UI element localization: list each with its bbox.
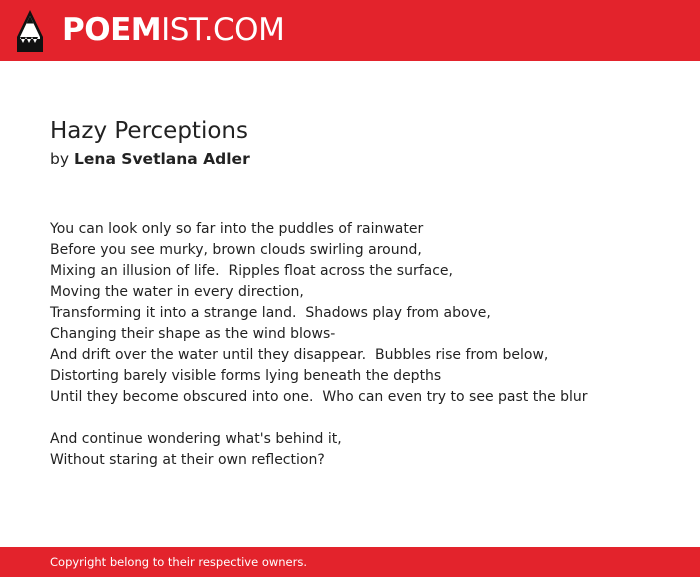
poem-line: Transforming it into a strange land. Shadows play from above,: [50, 305, 491, 321]
by-label: by: [50, 150, 70, 168]
poem-line: Mixing an illusion of life. Ripples float across the surface,: [50, 263, 453, 279]
poem-body: [50, 219, 588, 471]
poem-line: Before you see murky, brown clouds swirling around,: [50, 242, 422, 258]
stanza-break: [50, 408, 588, 429]
brand-light-text: IST.COM: [161, 12, 285, 48]
poem-line: Until they become obscured into one. Who can even try to see past the blur: [50, 389, 588, 405]
pencil-tip-icon[interactable]: [17, 10, 43, 52]
site-logo-link[interactable]: [62, 11, 284, 49]
brand-bold-text: POEM: [62, 12, 162, 48]
poem-line: Moving the water in every direction,: [50, 284, 304, 300]
author-name: Lena Svetlana Adler: [74, 150, 250, 168]
copyright-text: Copyright belong to their respective owners.: [50, 555, 308, 569]
poem-line: And continue wondering what's behind it,: [50, 431, 342, 447]
site-footer: [0, 547, 700, 577]
poem-line: Without staring at their own reflection?: [50, 452, 325, 468]
site-header: [0, 0, 700, 61]
poem-line: You can look only so far into the puddles of rainwater: [50, 221, 424, 237]
poem-line: And drift over the water until they disappear. Bubbles rise from below,: [50, 347, 549, 363]
byline: [50, 149, 250, 169]
poem-line: Changing their shape as the wind blows-: [50, 326, 336, 342]
poem-title: Hazy Perceptions: [50, 118, 248, 144]
poem-line: Distorting barely visible forms lying beneath the depths: [50, 368, 442, 384]
